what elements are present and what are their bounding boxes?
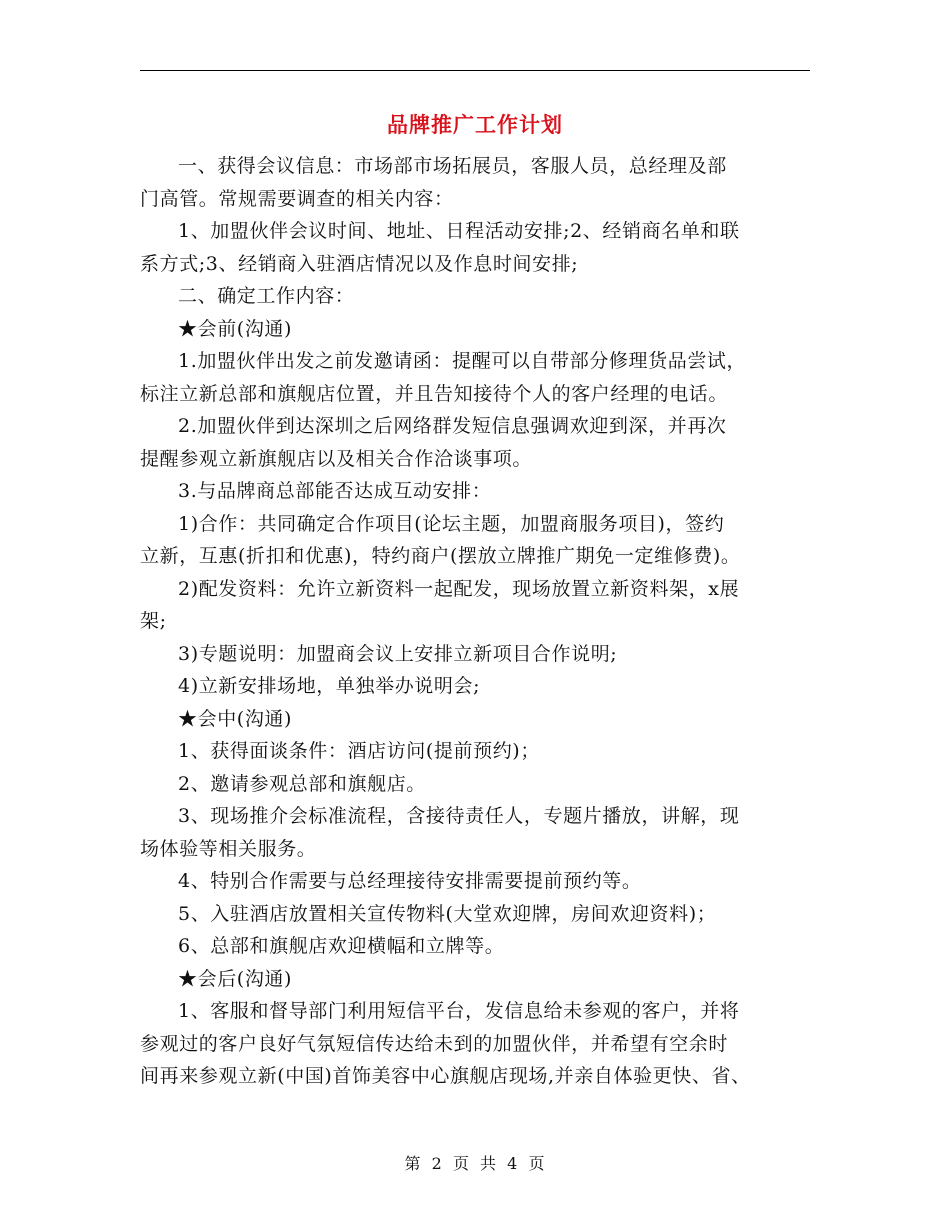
paragraph-line: 标注立新总部和旗舰店位置，并且告知接待个人的客户经理的电话。 xyxy=(140,382,729,405)
paragraph xyxy=(140,703,810,736)
footer-page-word: 页 xyxy=(452,1154,470,1173)
paragraph xyxy=(140,995,810,1093)
document-body xyxy=(140,150,810,1093)
paragraph xyxy=(140,150,810,215)
paragraph xyxy=(140,800,810,865)
paragraph-line: 3)专题说明：加盟商会议上安排立新项目合作说明; xyxy=(178,642,618,665)
paragraph-line: 2)配发资料：允许立新资料一起配发，现场放置立新资料架，x展 xyxy=(178,577,740,600)
paragraph-line: 4)立新安排场地，单独举办说明会; xyxy=(178,675,481,697)
paragraph xyxy=(140,508,810,573)
paragraph-line: 6、总部和旗舰店欢迎横幅和立牌等。 xyxy=(178,935,505,957)
paragraph-line: 2、邀请参观总部和旗舰店。 xyxy=(178,772,426,795)
paragraph-line: 系方式;3、经销商入驻酒店情况以及作息时间安排; xyxy=(140,252,579,275)
paragraph xyxy=(140,475,810,508)
paragraph-line: 场体验等相关服务。 xyxy=(140,837,317,860)
paragraph-line: 1、加盟伙伴会议时间、地址、日程活动安排;2、经销商名单和联 xyxy=(178,220,740,242)
footer-current-page: 2 xyxy=(431,1154,443,1173)
paragraph-line: ★会中(沟通) xyxy=(178,707,293,730)
paragraph-line: 参观过的客户良好气氛短信传达给未到的加盟伙伴，并希望有空余时 xyxy=(140,1032,729,1055)
paragraph-line: 架; xyxy=(140,610,167,632)
paragraph-line: 1.加盟伙伴出发之前发邀请函：提醒可以自带部分修理货品尝试， xyxy=(178,350,747,372)
paragraph-line: 一、获得会议信息：市场部市场拓展员，客服人员，总经理及部 xyxy=(178,155,727,177)
header-rule xyxy=(140,70,810,71)
paragraph xyxy=(140,735,810,768)
document-title: 品牌推广工作计划 xyxy=(387,112,563,137)
paragraph-line: ★会后(沟通) xyxy=(178,967,293,990)
paragraph xyxy=(140,865,810,898)
paragraph xyxy=(140,313,810,346)
paragraph-line: 门高管。常规需要调查的相关内容： xyxy=(140,187,454,210)
paragraph-line: 提醒参观立新旗舰店以及相关合作洽谈事项。 xyxy=(140,447,533,470)
paragraph xyxy=(140,768,810,801)
paragraph-line: 间再来参观立新(中国)首饰美容中心旗舰店现场,并亲自体验更快、省、 xyxy=(140,1065,751,1087)
paragraph-line: 二、确定工作内容： xyxy=(178,285,355,307)
paragraph xyxy=(140,345,810,410)
footer-suffix: 页 xyxy=(528,1154,546,1173)
paragraph xyxy=(140,963,810,996)
paragraph-line: 3.与品牌商总部能否达成互动安排： xyxy=(178,480,492,502)
paragraph xyxy=(140,280,810,313)
paragraph-line: ★会前(沟通) xyxy=(178,317,293,340)
paragraph xyxy=(140,215,810,280)
page-footer xyxy=(140,1152,810,1176)
paragraph xyxy=(140,638,810,671)
paragraph-line: 1、获得面谈条件：酒店访问(提前预约)； xyxy=(178,740,540,762)
paragraph xyxy=(140,573,810,638)
paragraph-line: 1、客服和督导部门利用短信平台，发信息给未参观的客户，并将 xyxy=(178,1000,740,1022)
paragraph-line: 3、现场推介会标准流程，含接待责任人，专题片播放，讲解，现 xyxy=(178,805,740,827)
paragraph xyxy=(140,410,810,475)
footer-total-word: 共 xyxy=(480,1154,498,1173)
paragraph-line: 1)合作：共同确定合作项目(论坛主题，加盟商服务项目)，签约 xyxy=(178,512,725,535)
paragraph-line: 2.加盟伙伴到达深圳之后网络群发短信息强调欢迎到深，并再次 xyxy=(178,415,727,437)
paragraph-line: 4、特别合作需要与总经理接待安排需要提前预约等。 xyxy=(178,870,642,892)
paragraph-line: 5、入驻酒店放置相关宣传物料(大堂欢迎牌，房间欢迎资料)； xyxy=(178,902,717,925)
paragraph xyxy=(140,930,810,963)
paragraph xyxy=(140,898,810,931)
paragraph-line: 立新，互惠(折扣和优惠)，特约商户(摆放立牌推广期免一定维修费)。 xyxy=(140,545,741,567)
footer-prefix: 第 xyxy=(404,1154,422,1173)
paragraph xyxy=(140,670,810,703)
footer-total-pages: 4 xyxy=(507,1154,519,1173)
